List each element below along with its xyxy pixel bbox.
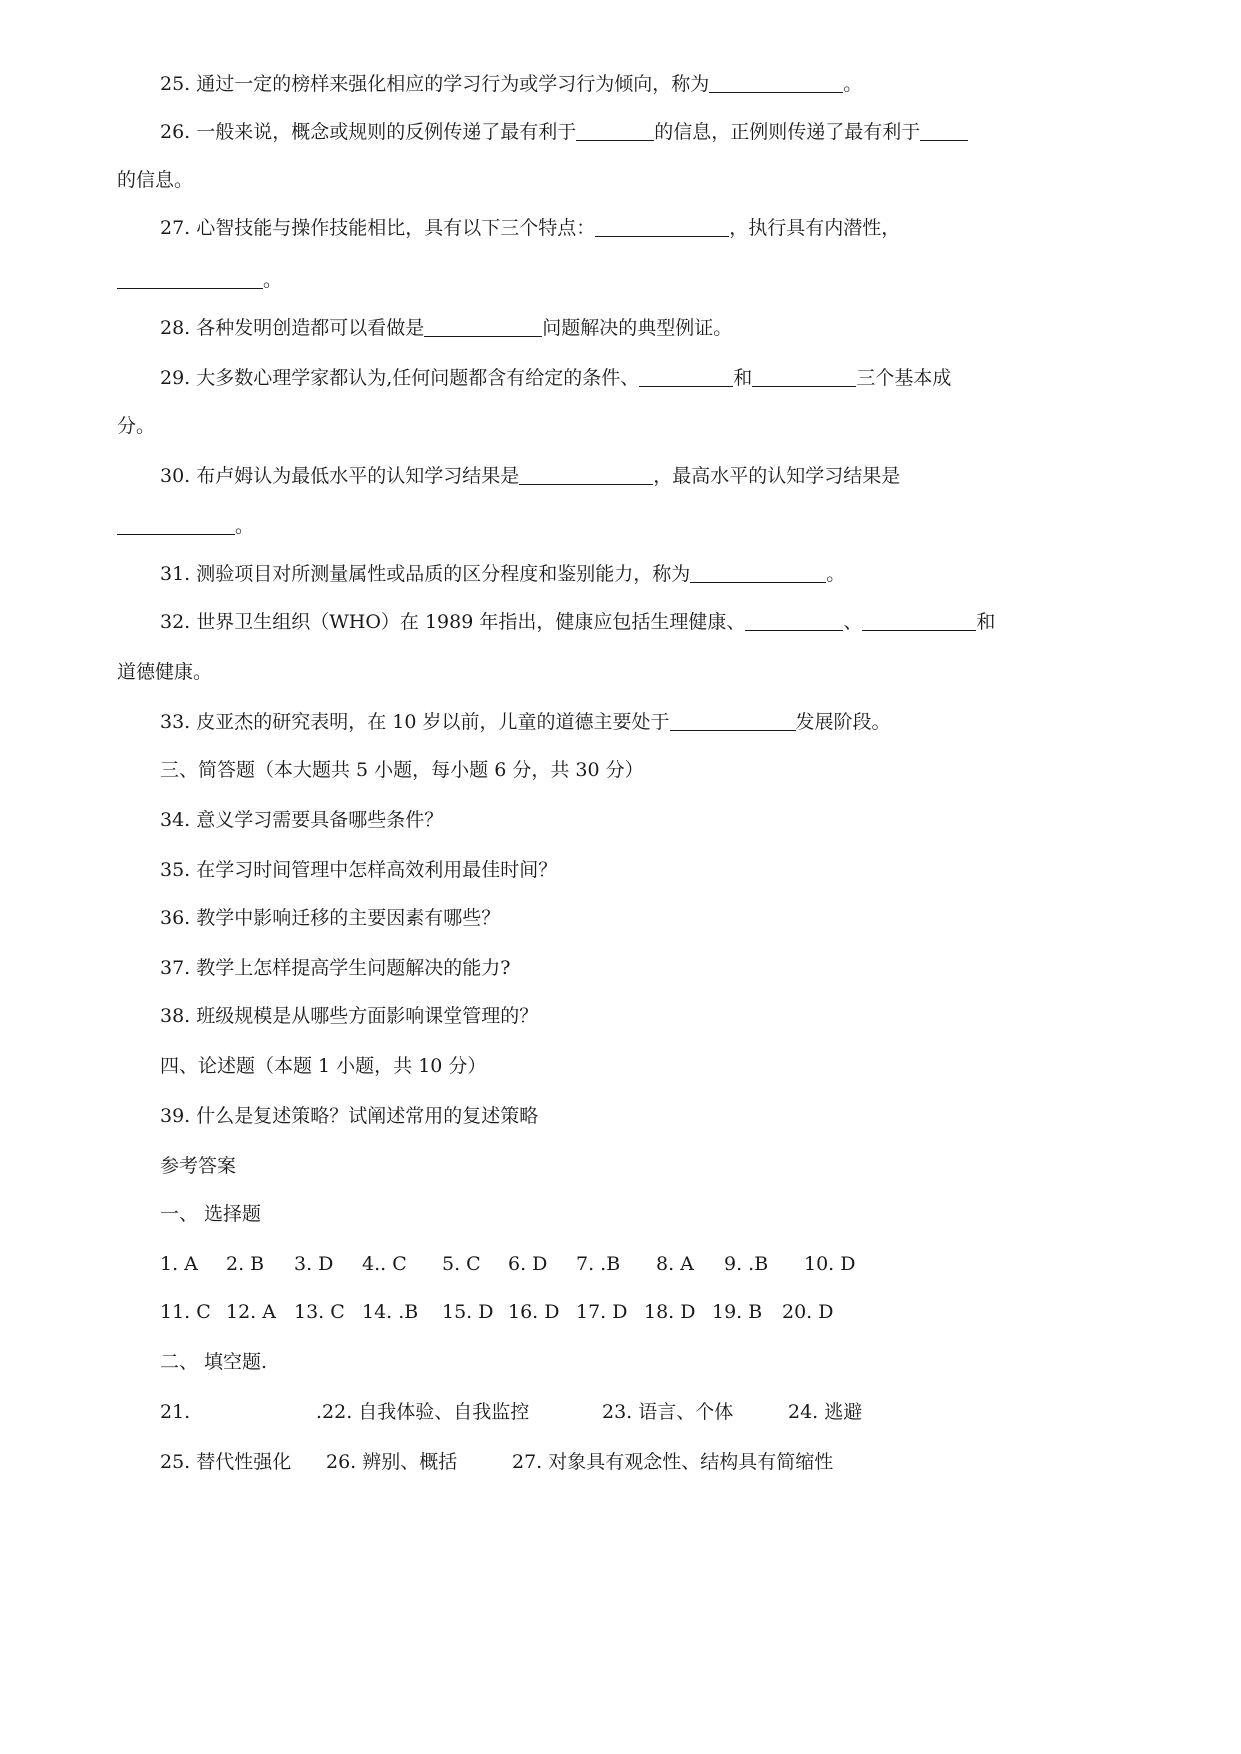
question-27 [160, 214, 900, 242]
answer-item: 3. D [294, 1253, 334, 1275]
answer-item: 16. D [508, 1301, 560, 1323]
answers-row-2 [160, 1298, 834, 1326]
answer-blank [639, 366, 733, 387]
question-27-part-b: ，执行具有内潜性， [729, 217, 901, 239]
answers-section-1-heading: 一、 选择题 [160, 1203, 262, 1225]
answer-item: 8. A [656, 1253, 694, 1275]
question-25-text: 25. 通过一定的榜样来强化相应的学习行为或学习行为倾向，称为 [160, 73, 710, 95]
question-25-end: 。 [843, 73, 863, 95]
question-26 [160, 118, 968, 146]
question-29-part-b: 和 [733, 367, 753, 389]
fill-answer-23: 23. 语言、个体 [602, 1401, 734, 1423]
question-36: 36. 教学中影响迁移的主要因素有哪些？ [160, 907, 501, 929]
question-28-part-a: 28. 各种发明创造都可以看做是 [160, 317, 425, 339]
answer-blank [519, 464, 653, 485]
question-32-part-c: 和 [976, 611, 996, 633]
answer-blank [745, 610, 843, 631]
answer-item: 4.. C [362, 1253, 407, 1275]
question-30-part-b: ，最高水平的认知学习结果是 [653, 465, 901, 487]
question-35: 35. 在学习时间管理中怎样高效利用最佳时间？ [160, 859, 558, 881]
answer-item: 18. D [644, 1301, 696, 1323]
answer-item: 20. D [782, 1301, 834, 1323]
question-32-part-a: 32. 世界卫生组织（WHO）在 1989 年指出，健康应包括生理健康、 [160, 611, 746, 633]
question-27-part-a: 27. 心智技能与操作技能相比，具有以下三个特点： [160, 217, 596, 239]
question-28-part-b: 问题解决的典型例证。 [542, 317, 733, 339]
answer-blank [862, 610, 976, 631]
fill-answers-row-2 [160, 1448, 870, 1476]
question-29-continued [117, 412, 155, 440]
fill-answers-row-1 [160, 1398, 870, 1426]
answer-blank [595, 216, 729, 237]
question-34: 34. 意义学习需要具备哪些条件？ [160, 809, 444, 831]
answer-item: 13. C [294, 1301, 345, 1323]
question-27-part-c: 。 [263, 269, 283, 291]
question-33-part-b: 发展阶段。 [795, 711, 891, 733]
question-30-continued [117, 512, 254, 540]
answer-blank [752, 366, 856, 387]
question-29-part-c: 三个基本成 [856, 367, 952, 389]
answer-blank [576, 120, 654, 141]
answer-item: 9. .B [724, 1253, 769, 1275]
section-4-heading: 四、论述题（本题 1 小题，共 10 分） [160, 1055, 487, 1077]
question-32-part-b: 、 [843, 611, 863, 633]
answer-blank [117, 514, 235, 535]
fill-answer-24: 24. 逃避 [788, 1401, 863, 1423]
answer-item: 10. D [804, 1253, 856, 1275]
answer-item: 12. A [226, 1301, 276, 1323]
question-33-part-a: 33. 皮亚杰的研究表明，在 10 岁以前，儿童的道德主要处于 [160, 711, 670, 733]
answer-item: 1. A [160, 1253, 198, 1275]
question-26-continued [117, 166, 193, 194]
answer-item: 14. .B [362, 1301, 419, 1323]
fill-answer-25: 25. 替代性强化 [160, 1451, 292, 1473]
fill-answer-27: 27. 对象具有观念性、结构具有简缩性 [512, 1451, 834, 1473]
question-31 [160, 560, 845, 588]
question-30 [160, 462, 900, 490]
question-29-part-d: 分。 [117, 415, 156, 437]
question-32-part-d: 道德健康。 [117, 661, 213, 683]
answer-item: 5. C [442, 1253, 481, 1275]
question-29-part-a: 29. 大多数心理学家都认为,任何问题都含有给定的条件、 [160, 367, 640, 389]
question-27-continued [117, 266, 282, 294]
question-39: 39. 什么是复述策略？试阐述常用的复述策略 [160, 1105, 539, 1127]
answer-item: 17. D [576, 1301, 628, 1323]
question-26-part-c: 的信息。 [117, 169, 194, 191]
question-31-part-a: 31. 测验项目对所测量属性或品质的区分程度和鉴别能力，称为 [160, 563, 691, 585]
answer-blank [690, 562, 826, 583]
answer-blank [920, 120, 968, 141]
answer-item: 15. D [442, 1301, 494, 1323]
answer-item: 6. D [508, 1253, 548, 1275]
answer-item: 7. .B [576, 1253, 621, 1275]
answer-item: 11. C [160, 1301, 211, 1323]
answer-blank [424, 316, 542, 337]
answer-item: 19. B [712, 1301, 763, 1323]
answers-title: 参考答案 [160, 1155, 237, 1177]
fill-answer-21: 21. [160, 1401, 191, 1423]
question-38: 38. 班级规模是从哪些方面影响课堂管理的？ [160, 1005, 539, 1027]
question-31-part-b: 。 [826, 563, 846, 585]
answer-blank [670, 710, 796, 731]
question-32-continued [117, 658, 212, 686]
question-28 [160, 314, 732, 342]
question-30-part-c: 。 [235, 515, 255, 537]
answers-section-2-heading: 二、 填空题. [160, 1351, 268, 1373]
section-3-heading: 三、简答题（本大题共 5 小题，每小题 6 分，共 30 分） [160, 759, 644, 781]
question-37: 37. 教学上怎样提高学生问题解决的能力? [160, 957, 511, 979]
question-26-part-b: 的信息，正例则传递了最有利于 [654, 121, 921, 143]
question-26-part-a: 26. 一般来说，概念或规则的反例传递了最有利于 [160, 121, 577, 143]
answers-row-1 [160, 1250, 856, 1278]
fill-answer-22: .22. 自我体验、自我监控 [316, 1401, 530, 1423]
answer-blank [117, 268, 263, 289]
question-30-part-a: 30. 布卢姆认为最低水平的认知学习结果是 [160, 465, 520, 487]
question-32 [160, 608, 995, 636]
answer-blank [709, 72, 843, 93]
question-29 [160, 364, 951, 392]
question-25 [160, 70, 862, 98]
answer-item: 2. B [226, 1253, 265, 1275]
fill-answer-26: 26. 辨别、概括 [326, 1451, 458, 1473]
question-33 [160, 708, 891, 736]
